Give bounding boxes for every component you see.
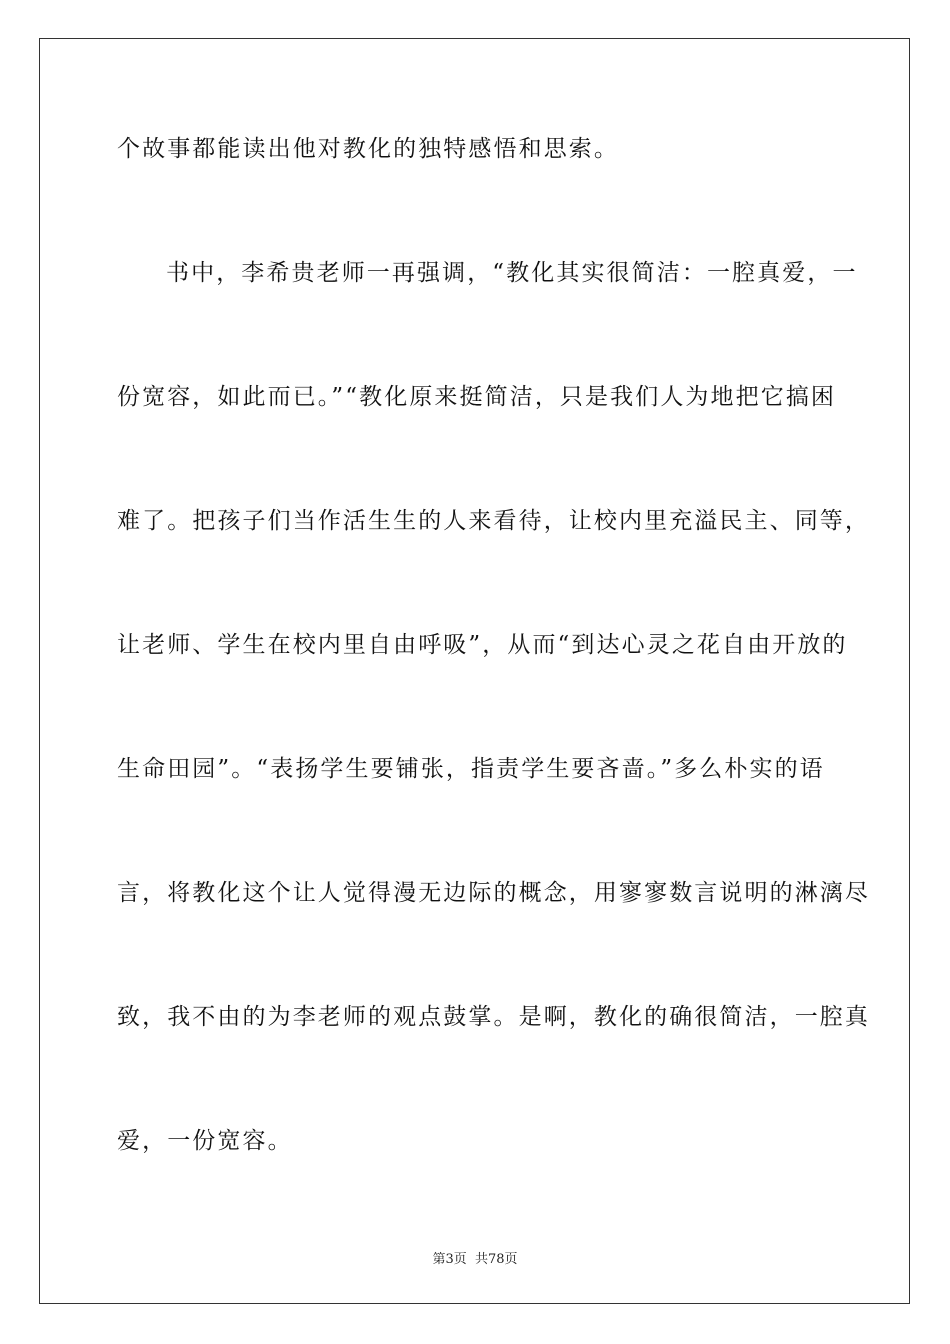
body-text-line: 言，将教化这个让人觉得漫无边际的概念，用寥寥数言说明的淋漓尽 (117, 880, 870, 906)
body-text-line: 生命田园”。“表扬学生要铺张，指责学生要吝啬。”多么朴实的语 (117, 756, 825, 782)
body-text-line: 致，我不由的为李老师的观点鼓掌。是啊，教化的确很简洁，一腔真 (117, 1004, 870, 1030)
body-text-line: 难了。把孩子们当作活生生的人来看待，让校内里充溢民主、同等， (117, 508, 870, 534)
paragraph-start-line: 书中，李希贵老师一再强调，“教化其实很简洁：一腔真爱，一 (166, 260, 858, 286)
body-text-line: 爱，一份宽容。 (117, 1128, 293, 1154)
page-total: 共78页 (474, 1252, 518, 1267)
body-text-line: 个故事都能读出他对教化的独特感悟和思索。 (117, 136, 619, 162)
page-border (39, 38, 910, 1304)
body-text-line: 份宽容，如此而已。”“教化原来挺简洁，只是我们人为地把它搞困 (117, 384, 837, 410)
body-text-line: 让老师、学生在校内里自由呼吸”，从而“到达心灵之花自由开放的 (117, 632, 848, 658)
page-number: 第3页 (432, 1252, 467, 1267)
page-footer (0, 1248, 950, 1267)
